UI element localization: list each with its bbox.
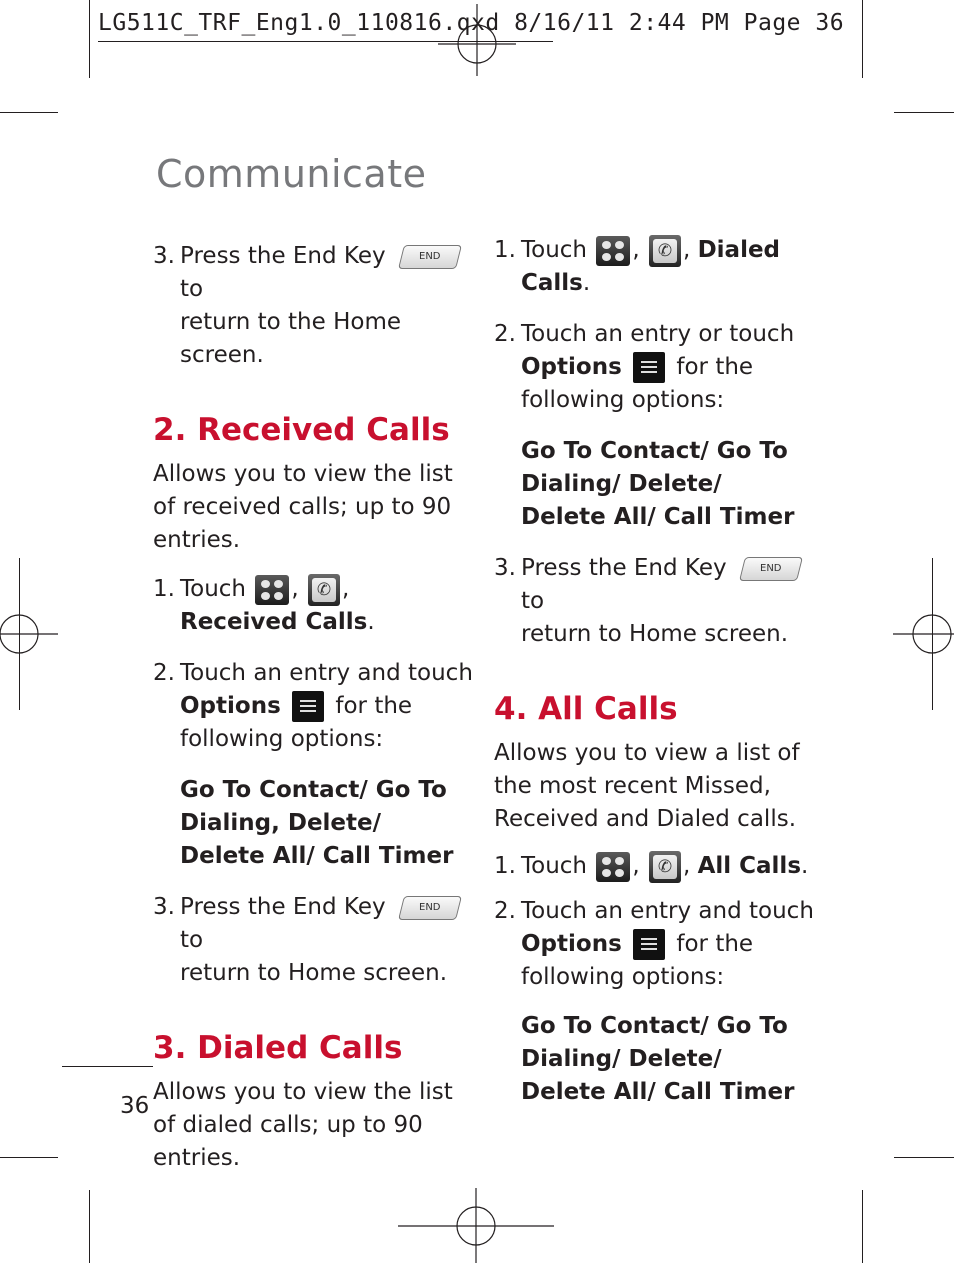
step-text: , — [682, 853, 691, 879]
end-key-icon — [398, 896, 462, 920]
options-list: Go To Contact/ Go To Dialing/ Delete/ Delete All/ Call Timer — [521, 1013, 795, 1105]
call-log-icon — [308, 574, 340, 606]
step-text: , — [682, 237, 691, 263]
footer-rule — [62, 1066, 153, 1067]
print-slug: LG511C_TRF_Eng1.0_110816.qxd 8/16/11 2:44 PM Page 36 — [98, 10, 845, 36]
step-touch-entry — [494, 895, 814, 994]
section-heading-dialed-calls: 3. Dialed Calls — [153, 1030, 403, 1066]
call-log-glyph: ✆ — [653, 239, 677, 263]
step-press-end-key — [494, 552, 814, 651]
step-number: 3. — [153, 894, 175, 920]
crop-mark — [0, 112, 58, 113]
crop-mark — [89, 0, 90, 78]
section-heading-received-calls: 2. Received Calls — [153, 412, 450, 448]
call-log-glyph: ✆ — [653, 855, 677, 879]
options-label: Options — [521, 354, 622, 380]
step-text: . — [367, 609, 375, 635]
step-number: 2. — [494, 898, 516, 924]
step-text: , — [291, 576, 299, 602]
end-key-label: END — [419, 250, 441, 262]
step-text: , — [341, 576, 350, 602]
end-key-icon — [398, 245, 462, 269]
call-log-icon — [649, 235, 681, 267]
apps-grid-icon — [255, 575, 289, 605]
section-description: Allows you to view the list of dialed calls; up to 90 entries. — [153, 1079, 453, 1171]
step-number: 1. — [494, 853, 516, 879]
step-press-end-key — [153, 891, 473, 990]
options-menu-icon — [633, 352, 665, 383]
crop-mark — [862, 1190, 863, 1263]
step-number: 2. — [494, 321, 516, 347]
step-text: to — [180, 276, 204, 302]
options-menu-icon — [292, 691, 324, 722]
apps-grid-icon — [596, 852, 630, 882]
step-touch-entry — [153, 657, 473, 756]
page-number: 36 — [120, 1093, 150, 1119]
crop-mark — [862, 0, 863, 78]
step-text: Touch an entry and touch — [180, 660, 473, 686]
step-number: 1. — [494, 237, 516, 263]
left-column — [153, 240, 473, 1175]
step-text: Touch an entry and touch — [521, 898, 814, 924]
step-touch-dialed — [494, 234, 814, 300]
step-touch-entry — [494, 318, 814, 417]
step-target: Received Calls — [180, 609, 368, 635]
call-log-glyph: ✆ — [312, 578, 336, 602]
call-log-icon — [649, 851, 681, 883]
end-key-label: END — [419, 901, 441, 913]
step-text: to — [180, 927, 204, 953]
options-list: Go To Contact/ Go To Dialing/ Delete/ Delete All/ Call Timer — [521, 438, 795, 530]
step-text: Touch — [180, 576, 247, 602]
step-text: Touch an entry or touch — [521, 321, 795, 347]
step-text: . — [582, 270, 591, 296]
crop-mark — [0, 1157, 58, 1158]
step-text: , — [632, 237, 640, 263]
crop-mark — [89, 1190, 90, 1263]
step-text: for the following options: — [521, 354, 754, 413]
registration-mark-left — [0, 596, 60, 672]
step-text: Press the End Key — [521, 555, 727, 581]
step-text: for the following options: — [180, 693, 413, 752]
step-text: Touch — [521, 853, 588, 879]
step-press-end-key — [153, 240, 473, 372]
step-text: , — [632, 853, 640, 879]
step-text: . — [801, 853, 809, 879]
options-label: Options — [521, 931, 622, 957]
step-text: for the following options: — [521, 931, 754, 990]
step-number: 2. — [153, 660, 175, 686]
options-list: Go To Contact/ Go To Dialing, Delete/ Delete All/ Call Timer — [180, 777, 454, 869]
step-text: return to Home screen. — [180, 960, 448, 986]
step-target: All Calls — [697, 853, 802, 879]
step-text: return to the Home screen. — [180, 309, 402, 368]
step-number: 3. — [494, 555, 516, 581]
step-text: Press the End Key — [180, 894, 386, 920]
right-column — [494, 234, 814, 1109]
section-description: Allows you to view the list of received calls; up to 90 entries. — [153, 461, 453, 553]
page-title: Communicate — [156, 152, 427, 196]
crop-mark — [894, 112, 954, 113]
step-number: 1. — [153, 576, 175, 602]
step-target: Dialed Calls — [521, 237, 781, 296]
section-heading-all-calls: 4. All Calls — [494, 691, 678, 727]
step-text: to — [521, 588, 545, 614]
crop-mark — [894, 1157, 954, 1158]
step-text: return to Home screen. — [521, 621, 789, 647]
registration-mark-right — [893, 596, 954, 672]
step-number: 3. — [153, 243, 175, 269]
step-touch-all — [494, 850, 814, 883]
step-touch-received — [153, 573, 473, 639]
end-key-label: END — [760, 562, 782, 574]
step-text: Press the End Key — [180, 243, 386, 269]
step-text: Touch — [521, 237, 588, 263]
options-label: Options — [180, 693, 281, 719]
registration-mark-bottom — [398, 1188, 554, 1263]
section-description: Allows you to view a list of the most recent Missed, Received and Dialed calls. — [494, 740, 800, 832]
registration-mark-top — [438, 4, 516, 76]
options-menu-icon — [633, 929, 665, 960]
end-key-icon — [739, 557, 803, 581]
apps-grid-icon — [596, 236, 630, 266]
